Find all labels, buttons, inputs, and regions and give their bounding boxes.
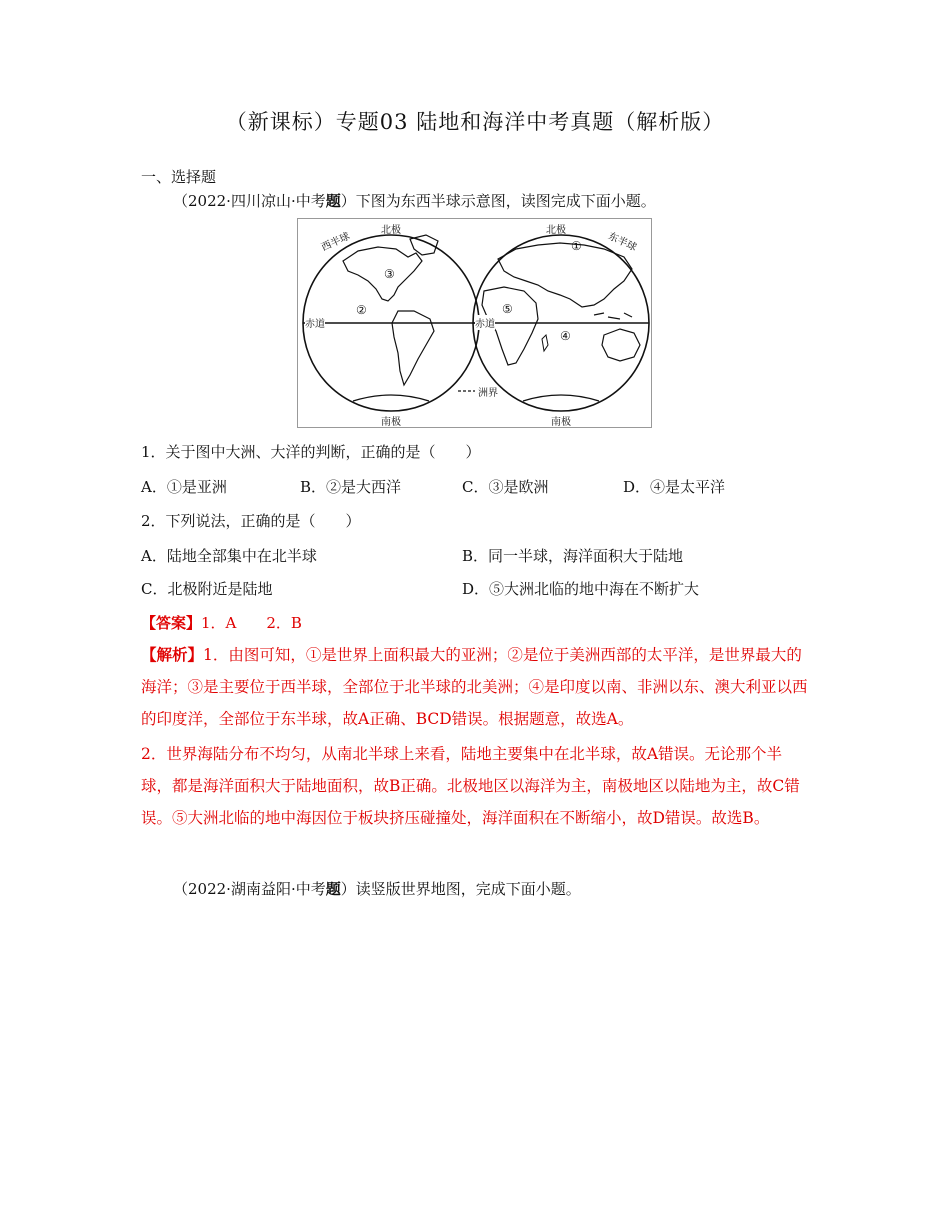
equator-label-west: 赤道 <box>305 315 325 330</box>
answer-label: 【答案】 <box>141 614 202 632</box>
section-heading: 一、选择题 <box>141 168 217 186</box>
question-1-option-b: B．②是大西洋 <box>300 478 402 496</box>
question-1-option-c: C．③是欧洲 <box>462 478 549 496</box>
question-2-option-a: A．陆地全部集中在北半球 <box>141 547 317 565</box>
madagascar-outline <box>542 335 548 351</box>
source-bold-2: 题 <box>325 880 341 898</box>
analysis-paragraph-1 <box>141 639 811 735</box>
north-pole-label-east: 北极 <box>546 225 566 236</box>
answer-text: 1．A 2．B <box>201 614 302 632</box>
map-marker-3: ③ <box>384 267 395 281</box>
question-2-option-b: B．同一半球，海洋面积大于陆地 <box>462 547 684 565</box>
north-america-outline <box>343 247 422 301</box>
question-1-option-a: A．①是亚洲 <box>141 478 227 496</box>
question-1-stem: 1．关于图中大洲、大洋的判断，正确的是（ ） <box>141 443 481 461</box>
map-marker-1: ① <box>571 239 582 253</box>
australia-outline <box>602 329 640 361</box>
source-prefix-2: （2022·湖南益阳·中考 <box>173 880 326 898</box>
antarctica-west-outline <box>353 395 429 401</box>
west-hemisphere-label: 西半球 <box>319 230 352 254</box>
page-title: （新课标）专题03 陆地和海洋中考真题（解析版） <box>225 110 725 134</box>
source-bold: 题 <box>325 192 341 210</box>
source-suffix-2: ）读竖版世界地图，完成下面小题。 <box>340 880 581 898</box>
south-pole-label-east: 南极 <box>551 417 571 428</box>
question-2-option-c: C．北极附近是陆地 <box>141 580 273 598</box>
east-hemisphere-label: 东半球 <box>606 230 639 254</box>
south-pole-label-west: 南极 <box>381 417 401 428</box>
question-intro-1 <box>173 190 656 211</box>
question-1-option-d: D．④是太平洋 <box>623 478 726 496</box>
question-intro-2 <box>173 878 581 899</box>
south-america-outline <box>392 311 434 385</box>
question-2-option-d: D．⑤大洲北临的地中海在不断扩大 <box>462 580 700 598</box>
analysis-text-1: 1．由图可知，①是世界上面积最大的亚洲；②是位于美洲西部的太平洋，是世界最大的海洋；③是主要位于西半球，全部位于北半球的北美洲；④是印度以南、非洲以东、澳大利亚以西的印度洋，全部位于东半球，故A正确、BCD错误。根据题意，故选A。 <box>141 646 808 728</box>
map-marker-2: ② <box>356 303 367 317</box>
map-marker-5: ⑤ <box>502 302 513 316</box>
analysis-label: 【解析】 <box>141 645 204 664</box>
eurasia-outline <box>498 243 632 307</box>
source-prefix: （2022·四川凉山·中考 <box>173 192 326 210</box>
greenland-outline <box>410 235 438 255</box>
source-suffix: ）下图为东西半球示意图，读图完成下面小题。 <box>340 192 656 210</box>
north-pole-label-west: 北极 <box>381 225 401 236</box>
hemisphere-map <box>297 218 652 428</box>
map-marker-4: ④ <box>560 329 571 343</box>
question-2-stem: 2．下列说法，正确的是（ ） <box>141 512 361 530</box>
equator-label-east: 赤道 <box>475 315 495 330</box>
answer-line <box>141 612 302 633</box>
antarctica-east-outline <box>523 395 599 401</box>
boundary-legend-label: 洲界 <box>478 388 498 399</box>
analysis-paragraph-2: 2．世界海陆分布不均匀，从南北半球上来看，陆地主要集中在北半球，故A错误。无论那个半球，都是海洋面积大于陆地面积，故B正确。北极地区以海洋为主，南极地区以陆地为主，故C错误。⑤大洲北临的地中海因位于板块挤压碰撞处，海洋面积在不断缩小，故D错误。故选B。 <box>141 745 800 827</box>
islands-outline <box>594 313 632 319</box>
